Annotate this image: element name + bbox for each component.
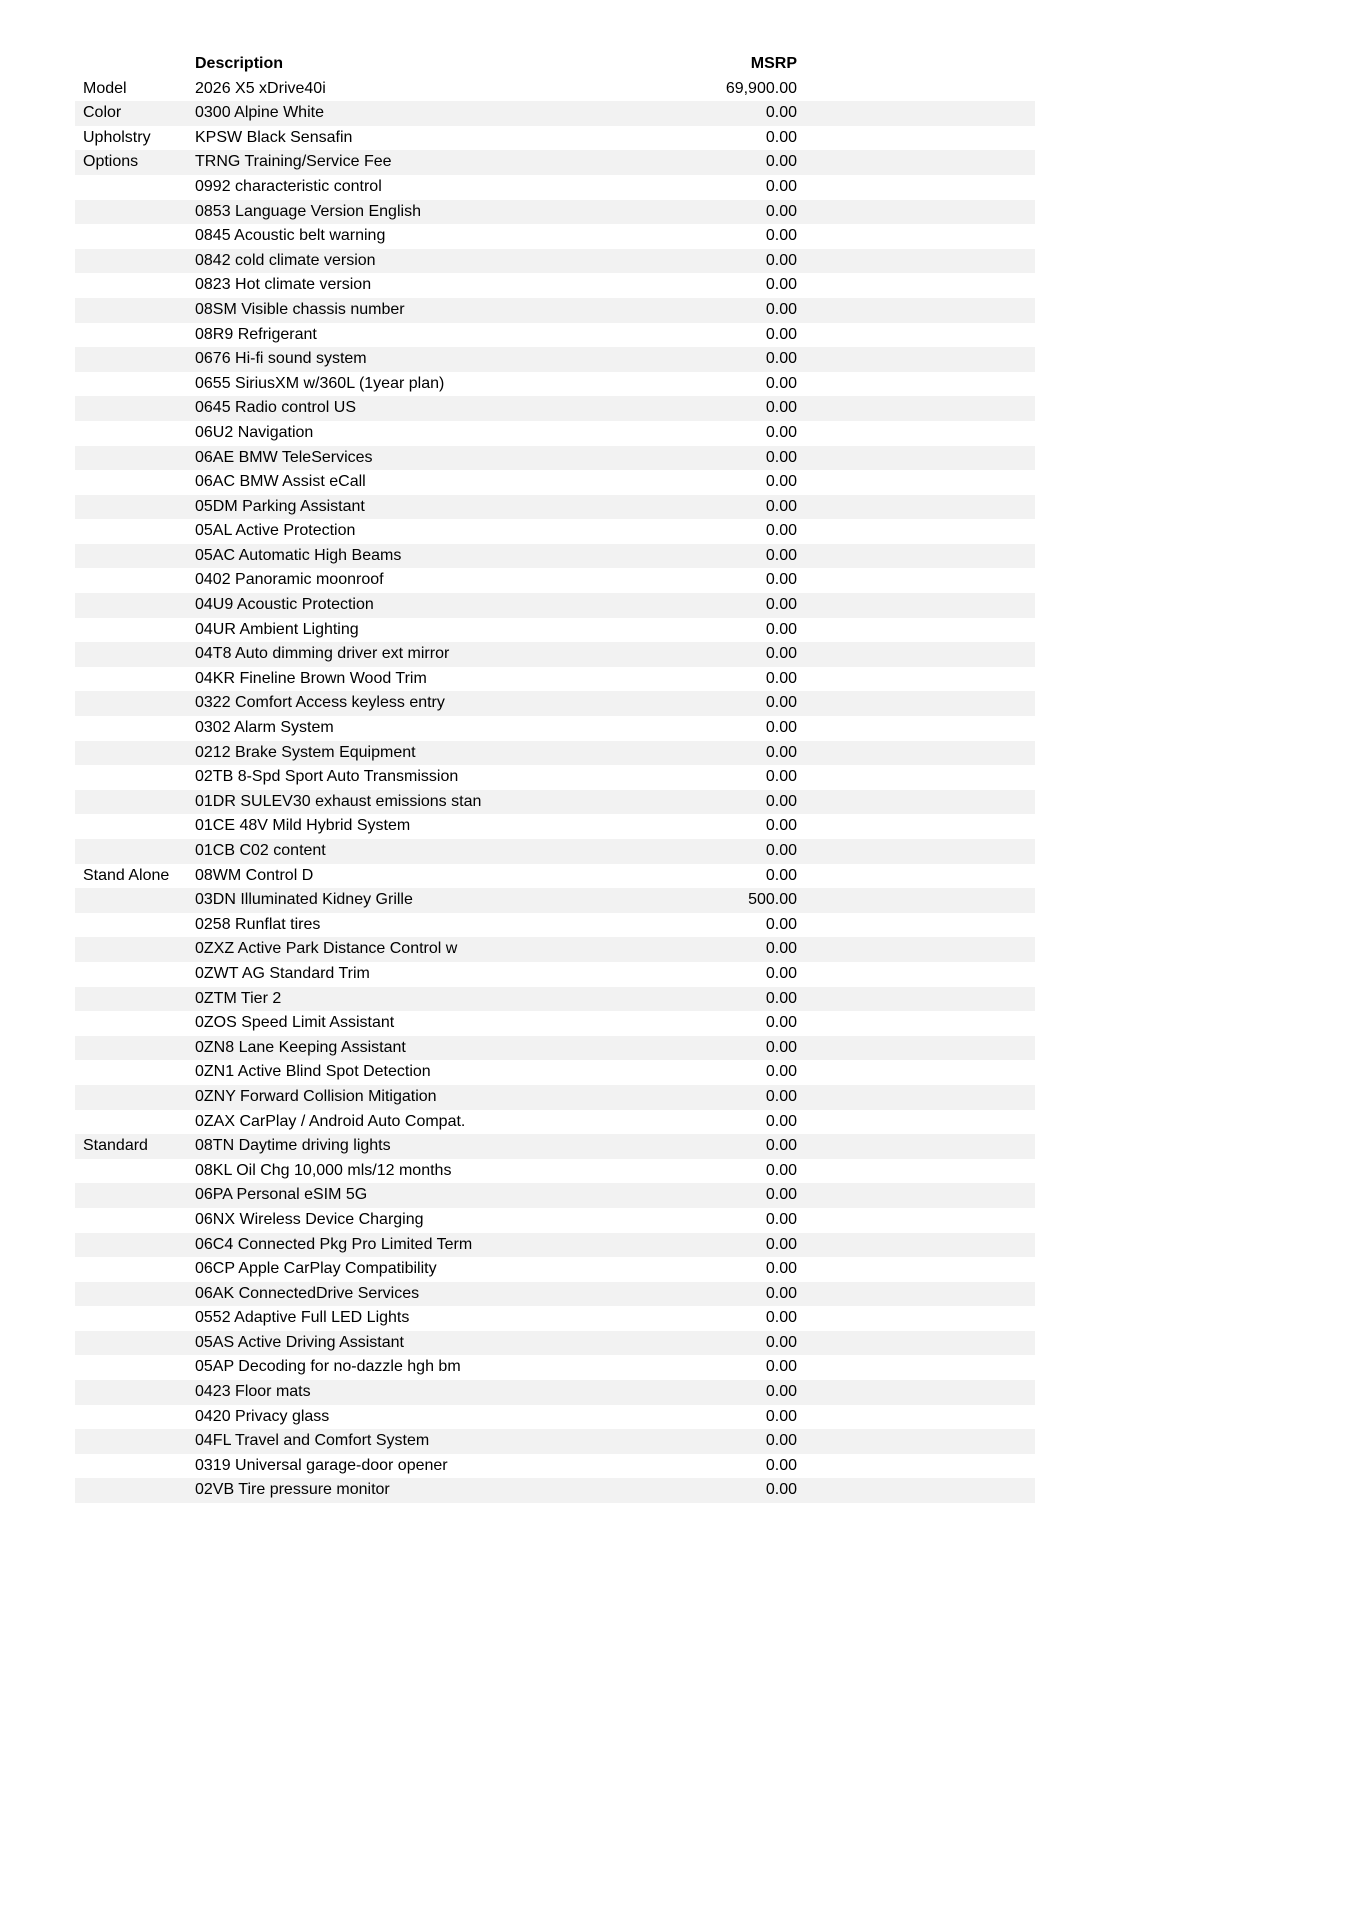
category-cell xyxy=(75,396,195,421)
msrp-cell: 0.00 xyxy=(765,1284,797,1302)
category-cell xyxy=(75,1011,195,1036)
spacer-cell xyxy=(797,175,1035,200)
spacer-cell xyxy=(797,1159,1035,1184)
msrp-cell: 0.00 xyxy=(765,719,797,737)
msrp-cell: 0.00 xyxy=(765,940,797,958)
description-cell: 01CE 48V Mild Hybrid System xyxy=(195,817,411,835)
category-cell xyxy=(75,814,195,839)
category-cell xyxy=(75,224,195,249)
msrp-cell: 0.00 xyxy=(765,177,797,195)
description-cell: 08WM Control D xyxy=(195,866,314,884)
spacer-cell xyxy=(797,667,1035,692)
table-row xyxy=(75,765,1035,790)
category-cell xyxy=(75,519,195,544)
spacer-cell xyxy=(797,1355,1035,1380)
category-cell xyxy=(75,667,195,692)
msrp-cell: 0.00 xyxy=(765,1432,797,1450)
table-row xyxy=(75,962,1035,987)
description-cell: 06AC BMW Assist eCall xyxy=(195,473,366,491)
category-cell xyxy=(75,618,195,643)
description-cell: 04KR Fineline Brown Wood Trim xyxy=(195,669,427,687)
description-cell: 04U9 Acoustic Protection xyxy=(195,596,374,614)
description-column-header: Description xyxy=(195,55,284,72)
category-cell xyxy=(75,642,195,667)
description-cell: 0552 Adaptive Full LED Lights xyxy=(195,1309,410,1327)
msrp-cell: 0.00 xyxy=(765,153,797,171)
category-cell xyxy=(75,298,195,323)
msrp-cell: 0.00 xyxy=(765,768,797,786)
spacer-cell xyxy=(797,421,1035,446)
table-row xyxy=(75,224,1035,249)
table-row xyxy=(75,1011,1035,1036)
table-row xyxy=(75,446,1035,471)
msrp-cell: 0.00 xyxy=(765,571,797,589)
category-cell xyxy=(75,1282,195,1307)
msrp-cell: 69,900.00 xyxy=(725,79,797,97)
description-cell: 04FL Travel and Comfort System xyxy=(195,1432,430,1450)
description-cell: 0823 Hot climate version xyxy=(195,276,372,294)
table-row xyxy=(75,1183,1035,1208)
table-row xyxy=(75,1257,1035,1282)
description-cell: 0212 Brake System Equipment xyxy=(195,743,416,761)
spacer-cell xyxy=(797,1036,1035,1061)
table-row xyxy=(75,864,1035,889)
description-cell: TRNG Training/Service Fee xyxy=(195,153,392,171)
table-row xyxy=(75,642,1035,667)
category-cell: Model xyxy=(83,79,127,97)
description-cell: 0302 Alarm System xyxy=(195,719,334,737)
spacer-cell xyxy=(797,839,1035,864)
category-cell: Standard xyxy=(83,1137,148,1155)
table-row xyxy=(75,347,1035,372)
spacer-cell xyxy=(797,716,1035,741)
category-cell xyxy=(75,1257,195,1282)
spacer-cell xyxy=(797,470,1035,495)
msrp-cell: 0.00 xyxy=(765,227,797,245)
spacer-cell xyxy=(797,150,1035,175)
spacer-cell xyxy=(797,987,1035,1012)
table-row xyxy=(75,495,1035,520)
msrp-cell: 0.00 xyxy=(765,1087,797,1105)
msrp-cell: 0.00 xyxy=(765,1260,797,1278)
description-cell: 0845 Acoustic belt warning xyxy=(195,227,386,245)
msrp-cell: 0.00 xyxy=(765,522,797,540)
msrp-cell: 0.00 xyxy=(765,1038,797,1056)
description-cell: 0ZNY Forward Collision Mitigation xyxy=(195,1087,437,1105)
msrp-cell: 0.00 xyxy=(765,964,797,982)
msrp-cell: 0.00 xyxy=(765,546,797,564)
category-cell xyxy=(75,1331,195,1356)
description-cell: 01DR SULEV30 exhaust emissions stan xyxy=(195,792,482,810)
spacer-cell xyxy=(797,1060,1035,1085)
spacer-cell xyxy=(797,1405,1035,1430)
description-cell: 02VB Tire pressure monitor xyxy=(195,1481,390,1499)
msrp-cell: 0.00 xyxy=(765,1235,797,1253)
msrp-cell: 0.00 xyxy=(765,989,797,1007)
category-cell xyxy=(75,1429,195,1454)
description-cell: 02TB 8-Spd Sport Auto Transmission xyxy=(195,768,459,786)
category-cell xyxy=(75,495,195,520)
table-row xyxy=(75,568,1035,593)
table-row xyxy=(75,1306,1035,1331)
category-cell xyxy=(75,1233,195,1258)
description-cell: 0ZN8 Lane Keeping Assistant xyxy=(195,1038,406,1056)
category-cell xyxy=(75,1183,195,1208)
spacer-cell xyxy=(797,1257,1035,1282)
msrp-cell: 0.00 xyxy=(765,1210,797,1228)
spacer-cell xyxy=(797,1085,1035,1110)
category-cell xyxy=(75,691,195,716)
description-cell: 04UR Ambient Lighting xyxy=(195,620,359,638)
table-row xyxy=(75,1208,1035,1233)
spacer-cell xyxy=(797,495,1035,520)
spacer-cell xyxy=(797,864,1035,889)
table-row xyxy=(75,716,1035,741)
category-cell xyxy=(75,1036,195,1061)
msrp-cell: 0.00 xyxy=(765,497,797,515)
spacer-cell xyxy=(797,101,1035,126)
spacer-cell xyxy=(797,1233,1035,1258)
category-cell xyxy=(75,372,195,397)
table-row xyxy=(75,1380,1035,1405)
spacer-cell xyxy=(797,937,1035,962)
spacer-cell xyxy=(797,396,1035,421)
spacer-cell xyxy=(797,1429,1035,1454)
category-cell xyxy=(75,765,195,790)
msrp-cell: 0.00 xyxy=(765,251,797,269)
table-row xyxy=(75,298,1035,323)
spacer-cell xyxy=(797,200,1035,225)
msrp-cell: 0.00 xyxy=(765,669,797,687)
table-row xyxy=(75,814,1035,839)
table-row xyxy=(75,150,1035,175)
category-cell xyxy=(75,249,195,274)
table-row xyxy=(75,1060,1035,1085)
description-cell: 0258 Runflat tires xyxy=(195,915,321,933)
msrp-cell: 0.00 xyxy=(765,842,797,859)
msrp-cell: 0.00 xyxy=(765,1358,797,1376)
msrp-cell: 0.00 xyxy=(765,645,797,663)
spacer-cell xyxy=(797,544,1035,569)
table-row xyxy=(75,126,1035,151)
description-cell: 03DN Illuminated Kidney Grille xyxy=(195,891,413,909)
spacer-cell xyxy=(797,372,1035,397)
spacer-cell xyxy=(797,691,1035,716)
category-column-header xyxy=(75,52,195,77)
description-cell: 01CB C02 content xyxy=(195,842,326,859)
description-cell: 0ZTM Tier 2 xyxy=(195,989,282,1007)
description-cell: 0ZN1 Active Blind Spot Detection xyxy=(195,1063,431,1081)
msrp-cell: 0.00 xyxy=(765,596,797,614)
category-cell xyxy=(75,1306,195,1331)
msrp-cell: 500.00 xyxy=(748,891,797,909)
table-row xyxy=(75,175,1035,200)
spacer-cell xyxy=(797,347,1035,372)
category-cell xyxy=(75,544,195,569)
description-cell: 0992 characteristic control xyxy=(195,177,382,195)
category-cell: Upholstry xyxy=(83,128,151,146)
description-cell: 06C4 Connected Pkg Pro Limited Term xyxy=(195,1235,473,1253)
table-row xyxy=(75,544,1035,569)
msrp-cell: 0.00 xyxy=(765,1014,797,1032)
msrp-cell: 0.00 xyxy=(765,128,797,146)
spacer-cell xyxy=(797,593,1035,618)
description-cell: 06AE BMW TeleServices xyxy=(195,448,373,466)
msrp-cell: 0.00 xyxy=(765,1137,797,1155)
description-cell: 0322 Comfort Access keyless entry xyxy=(195,694,445,712)
spacer-cell xyxy=(797,1134,1035,1159)
description-cell: 08TN Daytime driving lights xyxy=(195,1137,391,1155)
msrp-cell: 0.00 xyxy=(765,473,797,491)
price-sheet xyxy=(75,52,1035,1503)
spacer-cell xyxy=(797,1011,1035,1036)
description-cell: 0655 SiriusXM w/360L (1year plan) xyxy=(195,374,445,392)
msrp-cell: 0.00 xyxy=(765,620,797,638)
spacer-cell xyxy=(797,519,1035,544)
table-row xyxy=(75,323,1035,348)
table-row xyxy=(75,421,1035,446)
table-row xyxy=(75,200,1035,225)
msrp-cell: 0.00 xyxy=(765,743,797,761)
description-cell: 08SM Visible chassis number xyxy=(195,300,405,318)
description-cell: 0842 cold climate version xyxy=(195,251,376,269)
description-cell: 05AL Active Protection xyxy=(195,522,356,540)
msrp-cell: 0.00 xyxy=(765,817,797,835)
table-row xyxy=(75,987,1035,1012)
category-cell xyxy=(75,1110,195,1135)
description-cell: 0420 Privacy glass xyxy=(195,1407,330,1425)
msrp-cell: 0.00 xyxy=(765,1333,797,1351)
description-cell: 06AK ConnectedDrive Services xyxy=(195,1284,420,1302)
table-row xyxy=(75,396,1035,421)
spacer-cell xyxy=(797,1208,1035,1233)
category-cell: Stand Alone xyxy=(83,866,170,884)
description-cell: 0ZAX CarPlay / Android Auto Compat. xyxy=(195,1112,466,1130)
category-cell xyxy=(75,913,195,938)
msrp-cell: 0.00 xyxy=(765,325,797,343)
description-cell: 05DM Parking Assistant xyxy=(195,497,365,515)
category-cell xyxy=(75,716,195,741)
spacer-cell xyxy=(797,741,1035,766)
description-cell: KPSW Black Sensafin xyxy=(195,128,353,146)
spacer-cell xyxy=(797,1454,1035,1479)
table-row xyxy=(75,1454,1035,1479)
table-header-row xyxy=(75,52,1035,77)
description-cell: 05AP Decoding for no-dazzle hgh bm xyxy=(195,1358,461,1376)
table-row xyxy=(75,1331,1035,1356)
description-cell: 06U2 Navigation xyxy=(195,423,314,441)
price-table-body xyxy=(75,77,1035,1503)
table-row xyxy=(75,937,1035,962)
msrp-cell: 0.00 xyxy=(765,300,797,318)
spacer-cell xyxy=(797,1478,1035,1503)
table-row xyxy=(75,273,1035,298)
description-cell: 06NX Wireless Device Charging xyxy=(195,1210,424,1228)
msrp-cell: 0.00 xyxy=(765,104,797,122)
table-row xyxy=(75,519,1035,544)
table-row xyxy=(75,1036,1035,1061)
table-row xyxy=(75,618,1035,643)
description-cell: 0ZXZ Active Park Distance Control w xyxy=(195,940,458,958)
category-cell xyxy=(75,1405,195,1430)
table-row xyxy=(75,888,1035,913)
spacer-cell xyxy=(797,446,1035,471)
table-row xyxy=(75,249,1035,274)
category-cell xyxy=(75,347,195,372)
msrp-cell: 0.00 xyxy=(765,374,797,392)
category-cell xyxy=(75,790,195,815)
msrp-cell: 0.00 xyxy=(765,694,797,712)
spacer-cell xyxy=(797,1380,1035,1405)
category-cell: Color xyxy=(83,104,122,122)
category-cell xyxy=(75,888,195,913)
description-cell: 0853 Language Version English xyxy=(195,202,421,220)
spacer-cell xyxy=(797,298,1035,323)
msrp-cell: 0.00 xyxy=(765,1161,797,1179)
spacer-cell xyxy=(797,273,1035,298)
category-cell xyxy=(75,1208,195,1233)
msrp-cell: 0.00 xyxy=(765,202,797,220)
spacer-cell xyxy=(797,224,1035,249)
table-row xyxy=(75,1355,1035,1380)
table-row xyxy=(75,1429,1035,1454)
spacer-cell xyxy=(797,618,1035,643)
spacer-cell xyxy=(797,765,1035,790)
table-row xyxy=(75,839,1035,864)
spacer-cell xyxy=(797,642,1035,667)
msrp-column-header: MSRP xyxy=(750,55,797,72)
spacer-cell xyxy=(797,814,1035,839)
category-cell xyxy=(75,568,195,593)
msrp-cell: 0.00 xyxy=(765,1456,797,1474)
msrp-cell: 0.00 xyxy=(765,1383,797,1401)
msrp-cell: 0.00 xyxy=(765,1186,797,1204)
category-cell xyxy=(75,987,195,1012)
category-cell xyxy=(75,1355,195,1380)
spacer-cell xyxy=(797,888,1035,913)
table-row xyxy=(75,790,1035,815)
description-cell: 04T8 Auto dimming driver ext mirror xyxy=(195,645,450,663)
table-row xyxy=(75,77,1035,102)
description-cell: 0319 Universal garage-door opener xyxy=(195,1456,448,1474)
table-row xyxy=(75,1159,1035,1184)
table-row xyxy=(75,913,1035,938)
category-cell xyxy=(75,470,195,495)
table-row xyxy=(75,667,1035,692)
description-cell: 0ZWT AG Standard Trim xyxy=(195,964,370,982)
msrp-cell: 0.00 xyxy=(765,792,797,810)
category-cell xyxy=(75,1478,195,1503)
msrp-cell: 0.00 xyxy=(765,1481,797,1499)
msrp-cell: 0.00 xyxy=(765,1112,797,1130)
spacer-cell xyxy=(797,323,1035,348)
spacer-cell xyxy=(797,126,1035,151)
category-cell xyxy=(75,175,195,200)
description-cell: 0300 Alpine White xyxy=(195,104,324,122)
spacer-cell xyxy=(797,962,1035,987)
category-cell xyxy=(75,421,195,446)
category-cell xyxy=(75,273,195,298)
msrp-cell: 0.00 xyxy=(765,866,797,884)
table-row xyxy=(75,1134,1035,1159)
msrp-cell: 0.00 xyxy=(765,350,797,368)
category-cell xyxy=(75,593,195,618)
category-cell xyxy=(75,1380,195,1405)
spacer-cell xyxy=(797,249,1035,274)
table-row xyxy=(75,1478,1035,1503)
spacer-cell xyxy=(797,1306,1035,1331)
msrp-cell: 0.00 xyxy=(765,276,797,294)
msrp-cell: 0.00 xyxy=(765,399,797,417)
description-cell: 2026 X5 xDrive40i xyxy=(195,79,326,97)
table-row xyxy=(75,1282,1035,1307)
price-table xyxy=(75,52,1035,1503)
category-cell xyxy=(75,1159,195,1184)
spacer-cell xyxy=(797,1331,1035,1356)
spacer-cell xyxy=(797,1183,1035,1208)
table-row xyxy=(75,691,1035,716)
description-cell: 0423 Floor mats xyxy=(195,1383,311,1401)
spacer-column-header xyxy=(797,52,1035,77)
category-cell xyxy=(75,741,195,766)
category-cell xyxy=(75,937,195,962)
spacer-cell xyxy=(797,790,1035,815)
spacer-cell xyxy=(797,1110,1035,1135)
description-cell: 08KL Oil Chg 10,000 mls/12 months xyxy=(195,1161,452,1179)
description-cell: 05AC Automatic High Beams xyxy=(195,546,402,564)
msrp-cell: 0.00 xyxy=(765,1063,797,1081)
category-cell xyxy=(75,962,195,987)
table-row xyxy=(75,101,1035,126)
table-row xyxy=(75,593,1035,618)
table-row xyxy=(75,372,1035,397)
description-cell: 06CP Apple CarPlay Compatibility xyxy=(195,1260,437,1278)
msrp-cell: 0.00 xyxy=(765,448,797,466)
spacer-cell xyxy=(797,913,1035,938)
category-cell xyxy=(75,200,195,225)
table-row xyxy=(75,470,1035,495)
description-cell: 05AS Active Driving Assistant xyxy=(195,1333,404,1351)
table-row xyxy=(75,1233,1035,1258)
description-cell: 08R9 Refrigerant xyxy=(195,325,317,343)
category-cell xyxy=(75,1085,195,1110)
category-cell: Options xyxy=(83,153,139,171)
description-cell: 0ZOS Speed Limit Assistant xyxy=(195,1014,395,1032)
category-cell xyxy=(75,1454,195,1479)
table-row xyxy=(75,741,1035,766)
category-cell xyxy=(75,839,195,864)
spacer-cell xyxy=(797,77,1035,102)
description-cell: 0645 Radio control US xyxy=(195,399,356,417)
table-row xyxy=(75,1085,1035,1110)
msrp-cell: 0.00 xyxy=(765,1407,797,1425)
description-cell: 0402 Panoramic moonroof xyxy=(195,571,384,589)
msrp-cell: 0.00 xyxy=(765,423,797,441)
table-row xyxy=(75,1110,1035,1135)
category-cell xyxy=(75,1060,195,1085)
category-cell xyxy=(75,323,195,348)
msrp-cell: 0.00 xyxy=(765,1309,797,1327)
msrp-cell: 0.00 xyxy=(765,915,797,933)
spacer-cell xyxy=(797,568,1035,593)
table-row xyxy=(75,1405,1035,1430)
category-cell xyxy=(75,446,195,471)
description-cell: 0676 Hi-fi sound system xyxy=(195,350,367,368)
spacer-cell xyxy=(797,1282,1035,1307)
description-cell: 06PA Personal eSIM 5G xyxy=(195,1186,368,1204)
